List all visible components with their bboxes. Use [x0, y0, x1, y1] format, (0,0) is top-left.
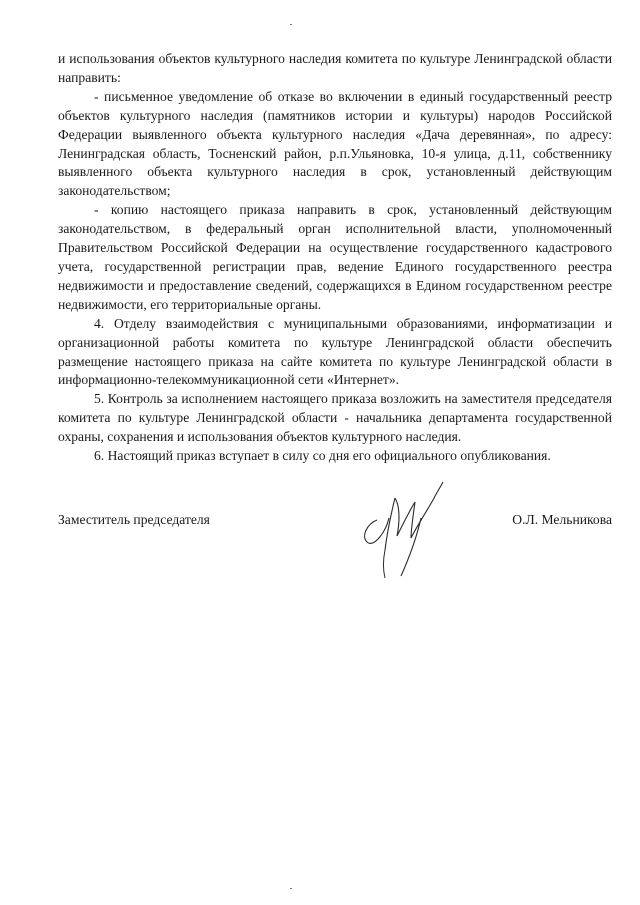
signatory-name: О.Л. Мельникова [512, 512, 612, 527]
paragraph-item-4: 4. Отделу взаимодействия с муниципальными образованиями, информатизации и организационной работы комитета по культуре Ленинградской области обеспечить размещение настоящего приказа на сайте комитета по культуре Ленинградской области в информационно-телекоммуникационной сети «Интернет». [58, 315, 612, 388]
handwritten-signature [355, 478, 465, 583]
scan-speck [290, 888, 292, 889]
document-body [58, 50, 612, 466]
paragraph-copy-item: - копию настоящего приказа направить в срок, установленный действующим законодательством, в федеральный орган исполнительной власти, уполномоченный Правительством Российской Федерации на осуществление государственного кадастрового учета, государственной регистрации прав, ведение Единого государственного реестра недвижимости и предоставление сведений, содержащихся в Едином государственном реестре недвижимости, его территориальные органы. [58, 202, 612, 312]
paragraph-item-5: 5. Контроль за исполнением настоящего приказа возложить на заместителя председателя комитета по культуре Ленинградской области - начальника департамента государственной охраны, сохранения и использования объектов культурного наследия. [58, 391, 612, 445]
signatory-title: Заместитель председателя [58, 512, 210, 527]
scan-speck [290, 24, 292, 25]
paragraph-item-6: 6. Настоящий приказ вступает в силу со дня его официального опубликования. [94, 448, 551, 464]
signature-block [58, 512, 612, 532]
paragraph-notice-item: - письменное уведомление об отказе во включении в единый государственный реестр объектов культурного наследия (памятников истории и культуры) народов Российской Федерации выявленного объекта культурного наследия «Дача деревянная», по адресу: Ленинградская область, Тосненский район, р.п.Ульяновка, 10-я улица, д.11, собственнику выявленного объекта культурного наследия в срок, установленный действующим законодательством; [58, 88, 612, 199]
paragraph-continuation: и использования объектов культурного наследия комитета по культуре Ленинградской области направить: [58, 51, 612, 85]
